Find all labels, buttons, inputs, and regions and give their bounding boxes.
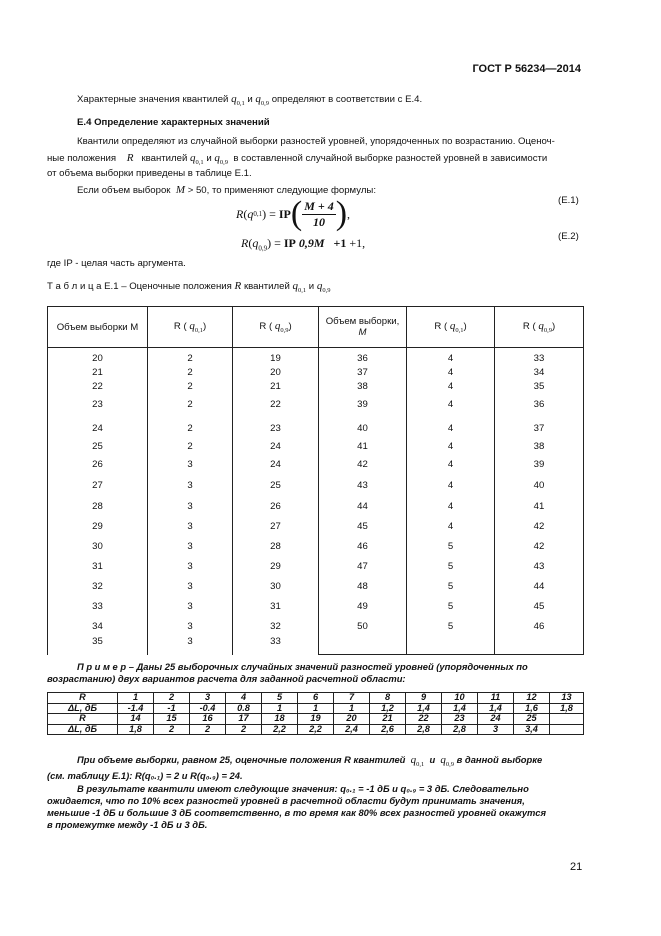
table-cell: 33 [270, 636, 281, 647]
conclusion-line: в промежутке между -1 дБ и 3 дБ. [47, 819, 208, 830]
table-cell: 30 [270, 581, 281, 592]
example-cell: 1 [334, 703, 370, 714]
table-cell: 2 [187, 367, 193, 378]
conclusion-line: (см. таблицу Е.1): R(q₀.₁) = 2 и R(q₀.₉) = 24. [47, 770, 243, 781]
example-cell: 15 [154, 714, 190, 725]
table-cell: 26 [270, 501, 281, 512]
example-cell: 14 [118, 714, 154, 725]
table-cell: 39 [357, 399, 368, 410]
table-cell: 3 [187, 459, 193, 470]
table-cell: 4 [447, 423, 454, 434]
example-cell: 2 [154, 724, 190, 735]
table-cell: 36 [357, 353, 368, 364]
example-cell: -1.4 [118, 703, 154, 714]
example-cell: 17 [226, 714, 262, 725]
table-cell: 38 [357, 381, 368, 392]
example-cell: 6 [298, 693, 334, 704]
table-cell: 5 [447, 581, 454, 592]
example-cell: 1 [118, 693, 154, 704]
formula-number: (Е.1) [558, 195, 579, 206]
table-cell: 20 [92, 353, 103, 364]
example-cell: R [48, 714, 118, 725]
example-cell: 3,4 [514, 724, 550, 735]
header-cell: R ( $q_{0,9}$) [233, 307, 319, 348]
table-cell: 32 [270, 621, 281, 632]
example-cell: 3 [478, 724, 514, 735]
table-cell: 50 [357, 621, 368, 632]
conclusion-line: При объеме выборки, равном 25, оценочные положения R квантилей $q_{0,1}$ и $q_{0,9}$ в данной выборке [77, 754, 543, 769]
table-cell: 3 [187, 521, 193, 532]
table-cell: 37 [533, 423, 545, 434]
table-cell: 31 [270, 601, 281, 612]
table-cell: 24 [92, 423, 103, 434]
table-cell: 4 [447, 441, 454, 452]
example-cell: 2 [190, 724, 226, 735]
example-cell: 18 [262, 714, 298, 725]
example-cell: 22 [406, 714, 442, 725]
example-cell: 2,2 [298, 724, 334, 735]
table-cell: 2 [187, 399, 193, 410]
table-cell: 4 [447, 367, 454, 378]
example-row [48, 724, 584, 735]
conclusion-line: ожидается, что по 10% всех разностей уровней в расчетной области будут принимать значения, [47, 795, 525, 806]
table-cell: 36 [533, 399, 545, 410]
table-cell: 44 [357, 501, 368, 512]
table-cell: 5 [447, 621, 454, 632]
section-title: Е.4 Определение характерных значений [77, 117, 270, 128]
example-cell: 2 [226, 724, 262, 735]
example-cell: 2 [154, 693, 190, 704]
table-cell: 4 [447, 353, 454, 364]
table-cell: 40 [533, 480, 545, 491]
table-cell: 24 [270, 459, 281, 470]
example-cell: 2,2 [262, 724, 298, 735]
table-cell: 40 [357, 423, 368, 434]
example-cell: 24 [478, 714, 514, 725]
example-cell: 5 [262, 693, 298, 704]
table-cell: 22 [92, 381, 103, 392]
header-cell: R ( $q_{0,9}$) [495, 307, 584, 348]
header-cell: R ( $q_{0,1}$) [148, 307, 233, 348]
example-cell [550, 724, 584, 735]
table-cell: 33 [533, 353, 545, 364]
example-cell: 1,2 [370, 703, 406, 714]
example-cell: 2,4 [334, 724, 370, 735]
header-cell: Объем выборки, M [319, 307, 407, 348]
example-cell: 12 [514, 693, 550, 704]
example-cell: -0.4 [190, 703, 226, 714]
table-cell: 37 [357, 367, 368, 378]
table-cell: 29 [270, 561, 281, 572]
table-cell: 23 [92, 399, 103, 410]
formula-e2: $R(q_{0,9})$ = IP 0,9M +1 +1, [241, 236, 366, 253]
table-cell: 42 [357, 459, 368, 470]
example-cell: 1 [298, 703, 334, 714]
page-number: 21 [570, 861, 583, 873]
table-cell: 39 [533, 459, 545, 470]
example-table [47, 692, 584, 735]
table-cell: 45 [357, 521, 368, 532]
example-cell: 10 [442, 693, 478, 704]
paragraph-line: ные положения R квантилей $q_{0,1}$ и $q_{0,9}$ в составленной случайной выборке разностей уровней в зависимости [47, 152, 548, 167]
table-cell: 28 [92, 501, 103, 512]
example-cell: 13 [550, 693, 584, 704]
table-cell: 24 [270, 441, 281, 452]
table-cell: 25 [92, 441, 103, 452]
table-caption: Т а б л и ц а Е.1 – Оценочные положения R квантилей $q_{0,1}$ и $q_{0,9}$ [47, 280, 331, 295]
table-cell: 42 [533, 541, 545, 552]
table-cell: 3 [187, 561, 193, 572]
example-cell: R [48, 693, 118, 704]
example-cell: 16 [190, 714, 226, 725]
table-cell: 3 [187, 501, 193, 512]
table-cell: 45 [533, 601, 545, 612]
header-cell: Объем выборки M [48, 307, 148, 348]
intro-line: Характерные значения квантилей $q_{0,1}$ и $q_{0,9}$ определяют в соответствии с Е.4. [77, 93, 423, 108]
table-cell: 4 [447, 521, 454, 532]
paragraph-line: Квантили определяют из случайной выборки разностей уровней, упорядоченных по возрастанию. Оценоч- [77, 136, 555, 147]
table-cell: 5 [447, 561, 454, 572]
table-cell: 4 [447, 399, 454, 410]
example-cell: 3 [190, 693, 226, 704]
example-cell: 21 [370, 714, 406, 725]
example-cell: 1,4 [442, 703, 478, 714]
formula-e1: R ( q 0,1 ) = IP ( M + 4 10 ) , [236, 195, 351, 232]
table-cell: 2 [187, 423, 193, 434]
example-cell: 0.8 [226, 703, 262, 714]
table-cell: 34 [533, 367, 545, 378]
example-cell: 2,6 [370, 724, 406, 735]
table-cell: 44 [533, 581, 545, 592]
table-cell: 21 [270, 381, 281, 392]
example-cell: ΔL, дБ [48, 724, 118, 735]
table-cell: 5 [447, 541, 454, 552]
table-cell: 20 [270, 367, 281, 378]
quantile-positions-table [47, 306, 584, 655]
example-cell: 4 [226, 693, 262, 704]
table-cell: 4 [447, 459, 454, 470]
table-cell: 30 [92, 541, 103, 552]
table-cell: 4 [447, 501, 454, 512]
example-row [48, 693, 584, 704]
where-note: где IP - целая часть аргумента. [47, 258, 186, 269]
table-cell: 3 [187, 480, 193, 491]
table-cell: 34 [92, 621, 103, 632]
example-cell: 23 [442, 714, 478, 725]
table-cell: 43 [533, 561, 545, 572]
table-cell: 27 [270, 521, 281, 532]
example-cell: 8 [370, 693, 406, 704]
example-cell: 1,8 [118, 724, 154, 735]
example-line: П р и м е р – Даны 25 выборочных случайных значений разностей уровней (упорядоченных по [77, 661, 528, 672]
example-cell: 1,4 [406, 703, 442, 714]
example-cell: 1 [262, 703, 298, 714]
table-cell: 31 [92, 561, 103, 572]
table-cell: 46 [533, 621, 545, 632]
table-cell: 43 [357, 480, 368, 491]
example-cell: 9 [406, 693, 442, 704]
example-cell: 7 [334, 693, 370, 704]
example-cell: 1,8 [550, 703, 584, 714]
conclusion-line: меньшие -1 дБ и большие 3 дБ соответственно, в то время как 80% всех разностей уровней окажутся [47, 807, 546, 818]
table-cell: 3 [187, 541, 193, 552]
example-cell: 19 [298, 714, 334, 725]
table-cell: 21 [92, 367, 103, 378]
table-cell: 3 [187, 581, 193, 592]
example-cell: 2,8 [406, 724, 442, 735]
table-cell: 32 [92, 581, 103, 592]
example-cell [550, 714, 584, 725]
example-cell: 1,6 [514, 703, 550, 714]
table-cell: 29 [92, 521, 103, 532]
table-cell: 47 [357, 561, 368, 572]
table-cell: 27 [92, 480, 103, 491]
table-cell: 49 [357, 601, 368, 612]
table-cell: 48 [357, 581, 368, 592]
table-cell: 41 [533, 501, 545, 512]
example-line: возрастанию) двух вариантов расчета для заданной расчетной области: [47, 673, 406, 684]
table-cell: 2 [187, 381, 193, 392]
table-cell: 22 [270, 399, 281, 410]
table-cell: 38 [533, 441, 545, 452]
table-cell: 42 [533, 521, 545, 532]
table-cell: 26 [92, 459, 103, 470]
header-cell: R ( $q_{0,1}$) [407, 307, 495, 348]
example-row [48, 703, 584, 714]
table-cell: 46 [357, 541, 368, 552]
table-cell: 3 [187, 621, 193, 632]
table-cell: 35 [92, 636, 103, 647]
table-cell: 4 [447, 381, 454, 392]
example-cell: 2,8 [442, 724, 478, 735]
table-cell: 2 [187, 441, 193, 452]
table-cell: 2 [187, 353, 193, 364]
conclusion-line: В результате квантили имеют следующие значения: q₀.₁ = -1 дБ и q₀.₉ = 3 дБ. Следовательно [77, 783, 529, 794]
example-cell: ΔL, дБ [48, 703, 118, 714]
document-header: ГОСТ Р 56234—2014 [472, 63, 581, 75]
table-cell: 25 [270, 480, 281, 491]
example-cell: -1 [154, 703, 190, 714]
table-cell: 41 [357, 441, 368, 452]
table-cell: 23 [270, 423, 281, 434]
table-cell: 19 [270, 353, 281, 364]
table-cell: 35 [533, 381, 545, 392]
formula-number: (Е.2) [558, 231, 579, 242]
table-cell: 3 [187, 601, 193, 612]
table-cell: 3 [187, 636, 193, 647]
example-row [48, 714, 584, 725]
table-cell: 33 [92, 601, 103, 612]
example-cell: 25 [514, 714, 550, 725]
example-cell: 1,4 [478, 703, 514, 714]
table-cell: 4 [447, 480, 454, 491]
table-cell: 28 [270, 541, 281, 552]
paragraph-line: от объема выборки приведены в таблице Е.1. [47, 168, 252, 179]
example-cell: 11 [478, 693, 514, 704]
example-cell: 20 [334, 714, 370, 725]
table-cell: 5 [447, 601, 454, 612]
paragraph-line: Если объем выборок M > 50, то применяют следующие формулы: [77, 184, 376, 196]
